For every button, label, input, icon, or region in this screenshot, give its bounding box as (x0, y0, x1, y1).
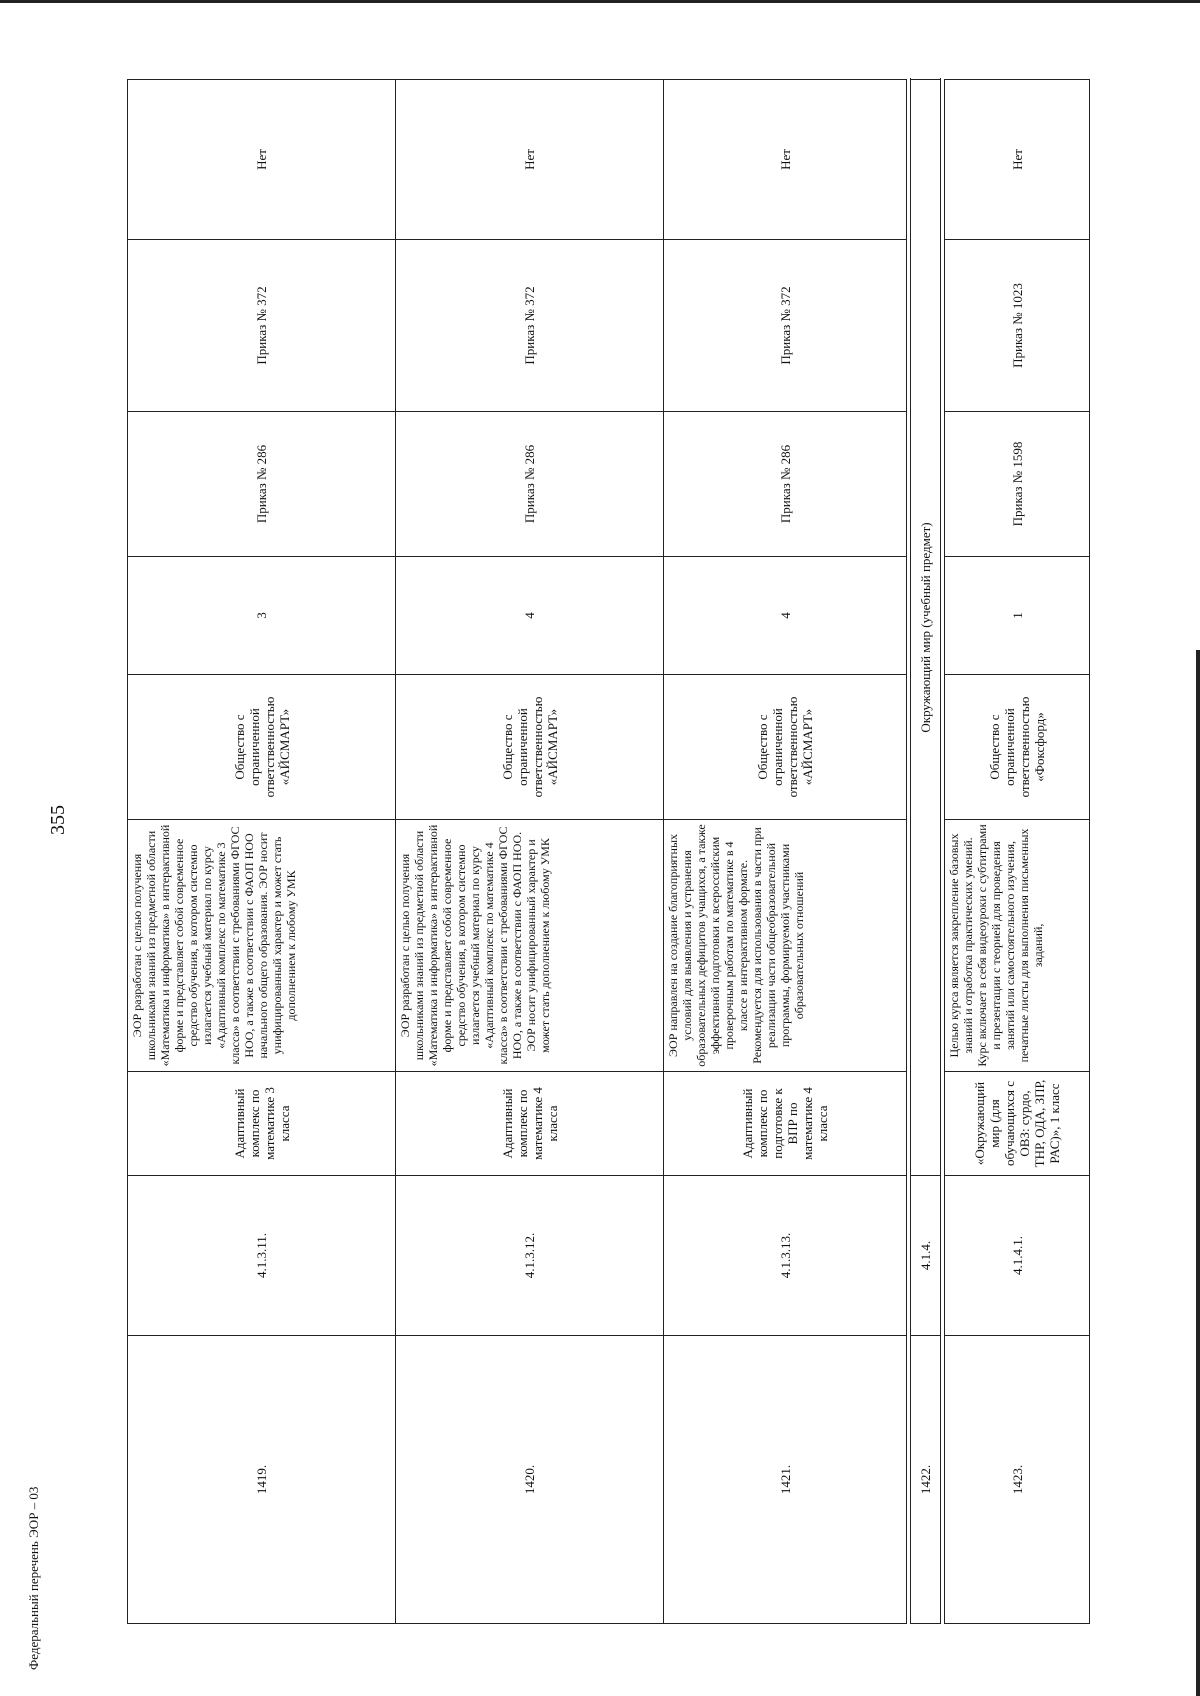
cell-order-1: Приказ № 286 (396, 412, 664, 557)
cell-grade: 3 (128, 557, 396, 675)
cell-num: 1421. (664, 1336, 907, 1624)
cell-order-2: Приказ № 372 (396, 240, 664, 412)
cell-order-1: Приказ № 286 (664, 412, 907, 557)
cell-description: Целью курса является закрепление базовых знаний и отработка практических умений. Курс включает в себя видеоуроки с субтитрами и презентации с теорией для проведения занятий или самостоятельного изучения, печатные листы для выполнения письменных заданий, (945, 820, 1090, 1072)
right-border (1196, 650, 1200, 1696)
table-row (945, 80, 1090, 1624)
cell-order-1: Приказ № 1598 (945, 412, 1090, 557)
cell-flag: Нет (664, 80, 907, 240)
footer-text: Федеральный перечень ЭОР – 03 (26, 1486, 41, 1670)
cell-description: ЭОР разработан с целью получения школьниками знаний из предметной области «Математика и информатика» в интерактивной форме и представляет собой современное средство обучения, в котором системно излагается учебный материал по курсу «Адаптивный комплекс по математике 4 класса» в соответствии с требованиями ФГОС НОО, а также в соответствии с ФАОП НОО. ЭОР носит унифицированный характер и может стать дополнением к любому УМК (396, 820, 664, 1072)
cell-description: ЭОР направлен на создание благоприятных условий для выявления и устранения образовательных дефицитов учащихся, а также эффективной подготовки к всероссийским проверочным работам по математике в 4 классе в интерактивном формате. Рекомендуется для использования в части при реализации части общеобразовательной программы, формируемой участниками образовательных отношений (664, 820, 907, 1072)
cell-organization: Общество с ограниченной ответственностью «АЙСМАРТ» (396, 675, 664, 820)
cell-code: 4.1.3.11. (128, 1176, 396, 1336)
cell-code: 4.1.3.13. (664, 1176, 907, 1336)
cell-name: «Окружающий мир (для обучающихся с ОВЗ: сурдо, ТНР, ОДА, ЗПР, РАС)», 1 класс (945, 1072, 1090, 1176)
cell-order-1: Приказ № 286 (128, 412, 396, 557)
cell-name: Адаптивный комплекс по математике 3 класса (128, 1072, 396, 1176)
cell-description: ЭОР разработан с целью получения школьниками знаний из предметной области «Математика и информатика» в интерактивной форме и представляет собой современное средство обучения, в котором системно излагается учебный материал по курсу «Адаптивный комплекс по математике 3 класса» в соответствии с требованиями ФГОС НОО, а также в соответствии с ФАОП НОО начального общего образования. ЭОР носит унифицированный характер и может стать дополнением к любому УМК (128, 820, 396, 1072)
cell-order-2: Приказ № 1023 (945, 240, 1090, 412)
cell-organization: Общество с ограниченной ответственностью «АЙСМАРТ» (128, 675, 396, 820)
table-wrapper (127, 80, 1087, 1624)
cell-flag: Нет (396, 80, 664, 240)
section-row (911, 80, 941, 1624)
cell-num: 1423. (945, 1336, 1090, 1624)
table-row (396, 80, 664, 1624)
cell-order-2: Приказ № 372 (664, 240, 907, 412)
table-row (128, 80, 396, 1624)
section-title: Окружающий мир (учебный предмет) (911, 80, 941, 1176)
page-number: 355 (47, 805, 69, 835)
cell-grade: 4 (396, 557, 664, 675)
cell-grade: 4 (664, 557, 907, 675)
cell-num: 1419. (128, 1336, 396, 1624)
cell-flag: Нет (128, 80, 396, 240)
cell-grade: 1 (945, 557, 1090, 675)
cell-order-2: Приказ № 372 (128, 240, 396, 412)
cell-num: 1422. (911, 1336, 941, 1624)
cell-num: 1420. (396, 1336, 664, 1624)
cell-organization: Общество с ограниченной ответственностью «Фоксфорд» (945, 675, 1090, 820)
cell-name: Адаптивный комплекс по математике 4 класса (396, 1072, 664, 1176)
cell-name: Адаптивный комплекс по подготовке к ВПР по математике 4 класса (664, 1072, 907, 1176)
cell-organization: Общество с ограниченной ответственностью «АЙСМАРТ» (664, 675, 907, 820)
eor-table (127, 79, 1090, 1624)
top-border (0, 0, 1200, 3)
cell-code: 4.1.3.12. (396, 1176, 664, 1336)
table-row (664, 80, 907, 1624)
cell-flag: Нет (945, 80, 1090, 240)
cell-code: 4.1.4. (911, 1176, 941, 1336)
cell-code: 4.1.4.1. (945, 1176, 1090, 1336)
